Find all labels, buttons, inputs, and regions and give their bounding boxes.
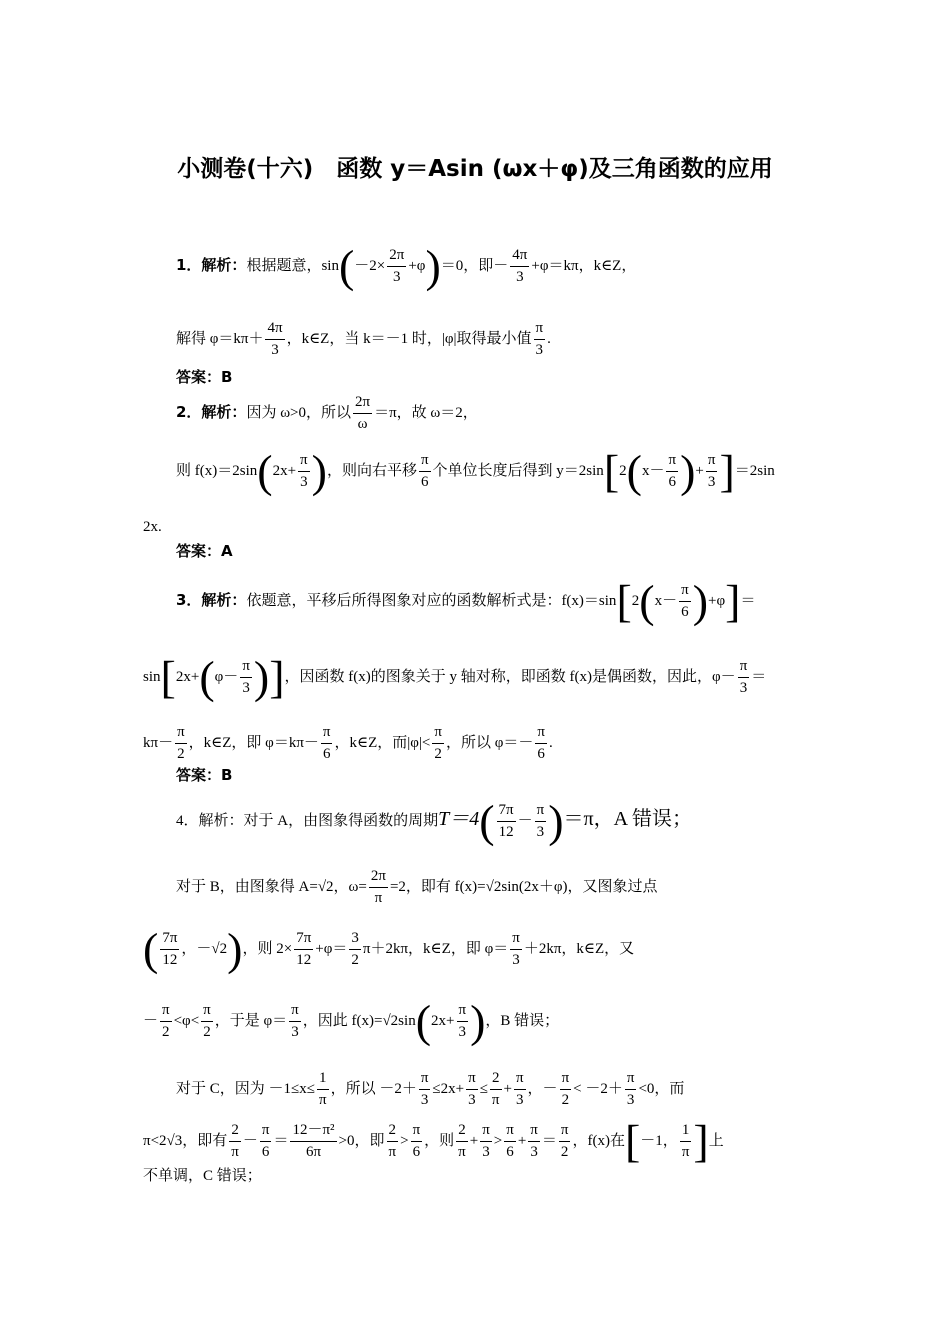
bracket-left: [ (603, 445, 620, 497)
fraction: $\frac{\pi}{6}$ (668, 452, 677, 490)
q2-line1: 2．解析：因为 ω>0，所以 $\frac{2\pi}{\omega}$ ＝π，故 ω＝2， (176, 392, 478, 435)
fraction: $\frac{\pi}{6}$ (420, 452, 429, 490)
page-title: 小测卷(十六) 函数 y＝Asin (ωx＋φ)及三角函数的应用 (177, 156, 773, 182)
fraction: $\frac{\pi}{3}$ (707, 452, 716, 490)
fraction: $\frac{\pi}{3}$ (536, 802, 545, 840)
fraction: $\frac{\pi}{2}$ (162, 1002, 170, 1040)
fraction: $\frac{\pi}{6}$ (261, 1122, 270, 1160)
bracket-right: ] (693, 1115, 709, 1167)
paren-left: ( (415, 995, 432, 1047)
fraction: $\frac{\pi}{3}$ (482, 1122, 490, 1160)
paren-left: ( (338, 240, 355, 292)
paren-left: ( (199, 651, 215, 703)
paren-left: ( (257, 445, 273, 497)
fraction: $\frac{4\pi}{3}$ (512, 247, 528, 285)
fraction: $\frac{2}{\pi}$ (491, 1070, 500, 1108)
q1-line1: 1．解析：根据题意，sin(－2× $\frac{2\pi}{3}$ +φ)＝0，即－ $\frac{4\pi}{3}$ +φ＝kπ，k∈Z， (176, 240, 637, 292)
bracket-left: [ (616, 575, 632, 627)
fraction: $\frac{\pi}{3}$ (512, 930, 520, 968)
paren-right: ) (470, 995, 486, 1047)
paren-left: ( (639, 575, 655, 627)
q4-line4: － $\frac{\pi}{2}$ <φ< $\frac{\pi}{2}$ ，于是 φ＝ $\frac{\pi}{3}$ ，因此 f(x)=√2sin(2x+ $\frac{\pi}{3}$ )，B 错误； (143, 995, 560, 1047)
q4-line5: 对于 C，因为 －1≤x≤ $\frac{1}{\pi}$ ，所以 －2＋ $\frac{\pi}{3}$ ≤2x+ $\frac{\pi}{3}$ ≤ $\frac{2}{\pi}$ + $\frac{\pi}{3}$ ，－ $\frac{\pi}{2}$ < －2＋ $\frac{\pi}{3}$ <0，而 (176, 1068, 684, 1111)
paren-right: ) (253, 651, 270, 703)
q1-label: 1．解析： (176, 255, 247, 274)
fraction: $\frac{7\pi}{12}$ (296, 930, 312, 968)
fraction: $\frac{\pi}{2}$ (560, 1122, 569, 1160)
fraction: $\frac{\pi}{3}$ (535, 320, 544, 358)
fraction: $\frac{\pi}{2}$ (203, 1002, 211, 1040)
fraction: $\frac{\pi}{3}$ (300, 452, 308, 490)
fraction: $\frac{\text{12－π²}}{6\pi}$ (292, 1122, 335, 1160)
q4-line7: 不单调，C 错误； (143, 1168, 262, 1184)
paren-right: ) (227, 923, 243, 975)
fraction: $\frac{1}{\pi}$ (318, 1070, 327, 1108)
fraction: $\frac{\pi}{3}$ (739, 658, 748, 696)
fraction: $\frac{\pi}{3}$ (291, 1002, 299, 1040)
paren-right: ) (425, 240, 441, 292)
fraction: $\frac{\pi}{6}$ (537, 724, 545, 762)
bracket-left: [ (160, 651, 176, 703)
fraction: $\frac{\pi}{3}$ (458, 1002, 467, 1040)
q4-line3: ( $\frac{7\pi}{12}$ ，－√2)，则 2× $\frac{7\pi}{12}$ +φ＝ $\frac{3}{2}$ π＋2kπ，k∈Z，即 φ＝ $\frac{\pi}{3}$ ＋2kπ，k∈Z，又 (143, 923, 635, 975)
q2-line3: 2x. (143, 519, 162, 535)
fraction: $\frac{\pi}{6}$ (322, 724, 331, 762)
fraction: $\frac{\pi}{2}$ (561, 1070, 570, 1108)
q2-label: 2．解析： (176, 402, 247, 421)
bracket-right: ] (719, 445, 735, 497)
q1-answer: 答案：B (176, 368, 233, 386)
fraction: $\frac{\pi}{3}$ (468, 1070, 476, 1108)
fraction: $\frac{7\pi}{12}$ (498, 802, 514, 840)
fraction: $\frac{1}{\pi}$ (681, 1122, 690, 1160)
fraction: $\frac{\pi}{6}$ (681, 582, 689, 620)
fraction: $\frac{3}{2}$ (351, 930, 359, 968)
bracket-left: [ (624, 1115, 641, 1167)
paren-left: ( (626, 445, 642, 497)
q4-line2: 对于 B，由图象得 A=√2，ω= $\frac{2\pi}{\pi}$ =2，即有 f(x)=√2sin(2x＋φ)，又图象过点 (176, 866, 658, 909)
fraction: $\frac{\pi}{3}$ (530, 1122, 538, 1160)
bracket-right: ] (269, 651, 285, 703)
q3-line1: 3．解析：依题意，平移后所得图象对应的函数解析式是：f(x)＝sin[2(x－ $\frac{\pi}{6}$ )+φ]＝ (176, 575, 756, 627)
q2-answer: 答案：A (176, 542, 233, 560)
fraction: $\frac{\pi}{3}$ (420, 1070, 429, 1108)
q3-label: 3．解析： (176, 590, 247, 609)
paren-left: ( (479, 795, 495, 847)
q2-line2: 则 f(x)＝2sin(2x+ $\frac{\pi}{3}$ )，则向右平移 $\frac{\pi}{6}$ 个单位长度后得到 y＝2sin[2(x－ $\frac{\pi}{6}$ )+ $\frac{\pi}{3}$ ]＝2sin (176, 445, 775, 497)
fraction: $\frac{2}{\pi}$ (458, 1122, 466, 1160)
paren-right: ) (548, 795, 564, 847)
fraction: $\frac{2\pi}{\omega}$ (355, 394, 371, 432)
fraction: $\frac{7\pi}{12}$ (162, 930, 178, 968)
q1-line2: 解得 φ＝kπ＋ $\frac{4\pi}{3}$ ，k∈Z，当 k＝－1 时，|φ|取得最小值 $\frac{\pi}{3}$ . (176, 318, 551, 361)
bracket-right: ] (725, 575, 741, 627)
paren-right: ) (692, 575, 709, 627)
q4-line1: 4．解析：对于 A，由图象得函数的周期T＝4( $\frac{7\pi}{12}$ － $\frac{\pi}{3}$ )＝π，A 错误； (176, 795, 692, 847)
fraction: $\frac{\pi}{2}$ (434, 724, 442, 762)
paren-right: ) (680, 445, 696, 497)
fraction: $\frac{\pi}{2}$ (177, 724, 185, 762)
q3-line3: kπ－ $\frac{\pi}{2}$ ，k∈Z，即 φ＝kπ－ $\frac{\pi}{6}$ ，k∈Z，而|φ|< $\frac{\pi}{2}$ ，所以 φ＝－ $\frac{\pi}{6}$ . (143, 722, 553, 765)
q4-line6: π<2√3，即有 $\frac{2}{\pi}$ － $\frac{\pi}{6}$ ＝ $\frac{\text{12－π²}}{6\pi}$ >0，即 $\frac{2}{\pi}$ > $\frac{\pi}{6}$ ，则 $\frac{2}{\pi}$ + $\frac{\pi}{3}$ > $\frac{\pi}{6}$ + $\frac{\pi}{3}$ ＝ $\frac{\pi}{2}$ ，f(x)在[－1， $\frac{1}{\pi}$ ]上 (143, 1115, 724, 1167)
fraction: $\frac{4\pi}{3}$ (267, 320, 283, 358)
fraction: $\frac{\pi}{3}$ (626, 1070, 635, 1108)
q3-line2: sin[2x+(φ－ $\frac{\pi}{3}$ )]，因函数 f(x)的图象关于 y 轴对称，即函数 f(x)是偶函数，因此，φ－ $\frac{\pi}{3}$ ＝ (143, 651, 767, 703)
fraction: $\frac{\pi}{6}$ (506, 1122, 514, 1160)
paren-left: ( (143, 923, 159, 975)
fraction: $\frac{2\pi}{\pi}$ (370, 868, 386, 906)
paren-right: ) (311, 445, 327, 497)
q3-answer: 答案：B (176, 766, 233, 784)
fraction: $\frac{2}{\pi}$ (388, 1122, 397, 1160)
fraction: $\frac{\pi}{3}$ (515, 1070, 524, 1108)
fraction: $\frac{\pi}{3}$ (242, 658, 250, 696)
fraction: $\frac{2}{\pi}$ (231, 1122, 239, 1160)
fraction: $\frac{\pi}{6}$ (412, 1122, 421, 1160)
fraction: $\frac{2\pi}{3}$ (389, 247, 405, 285)
